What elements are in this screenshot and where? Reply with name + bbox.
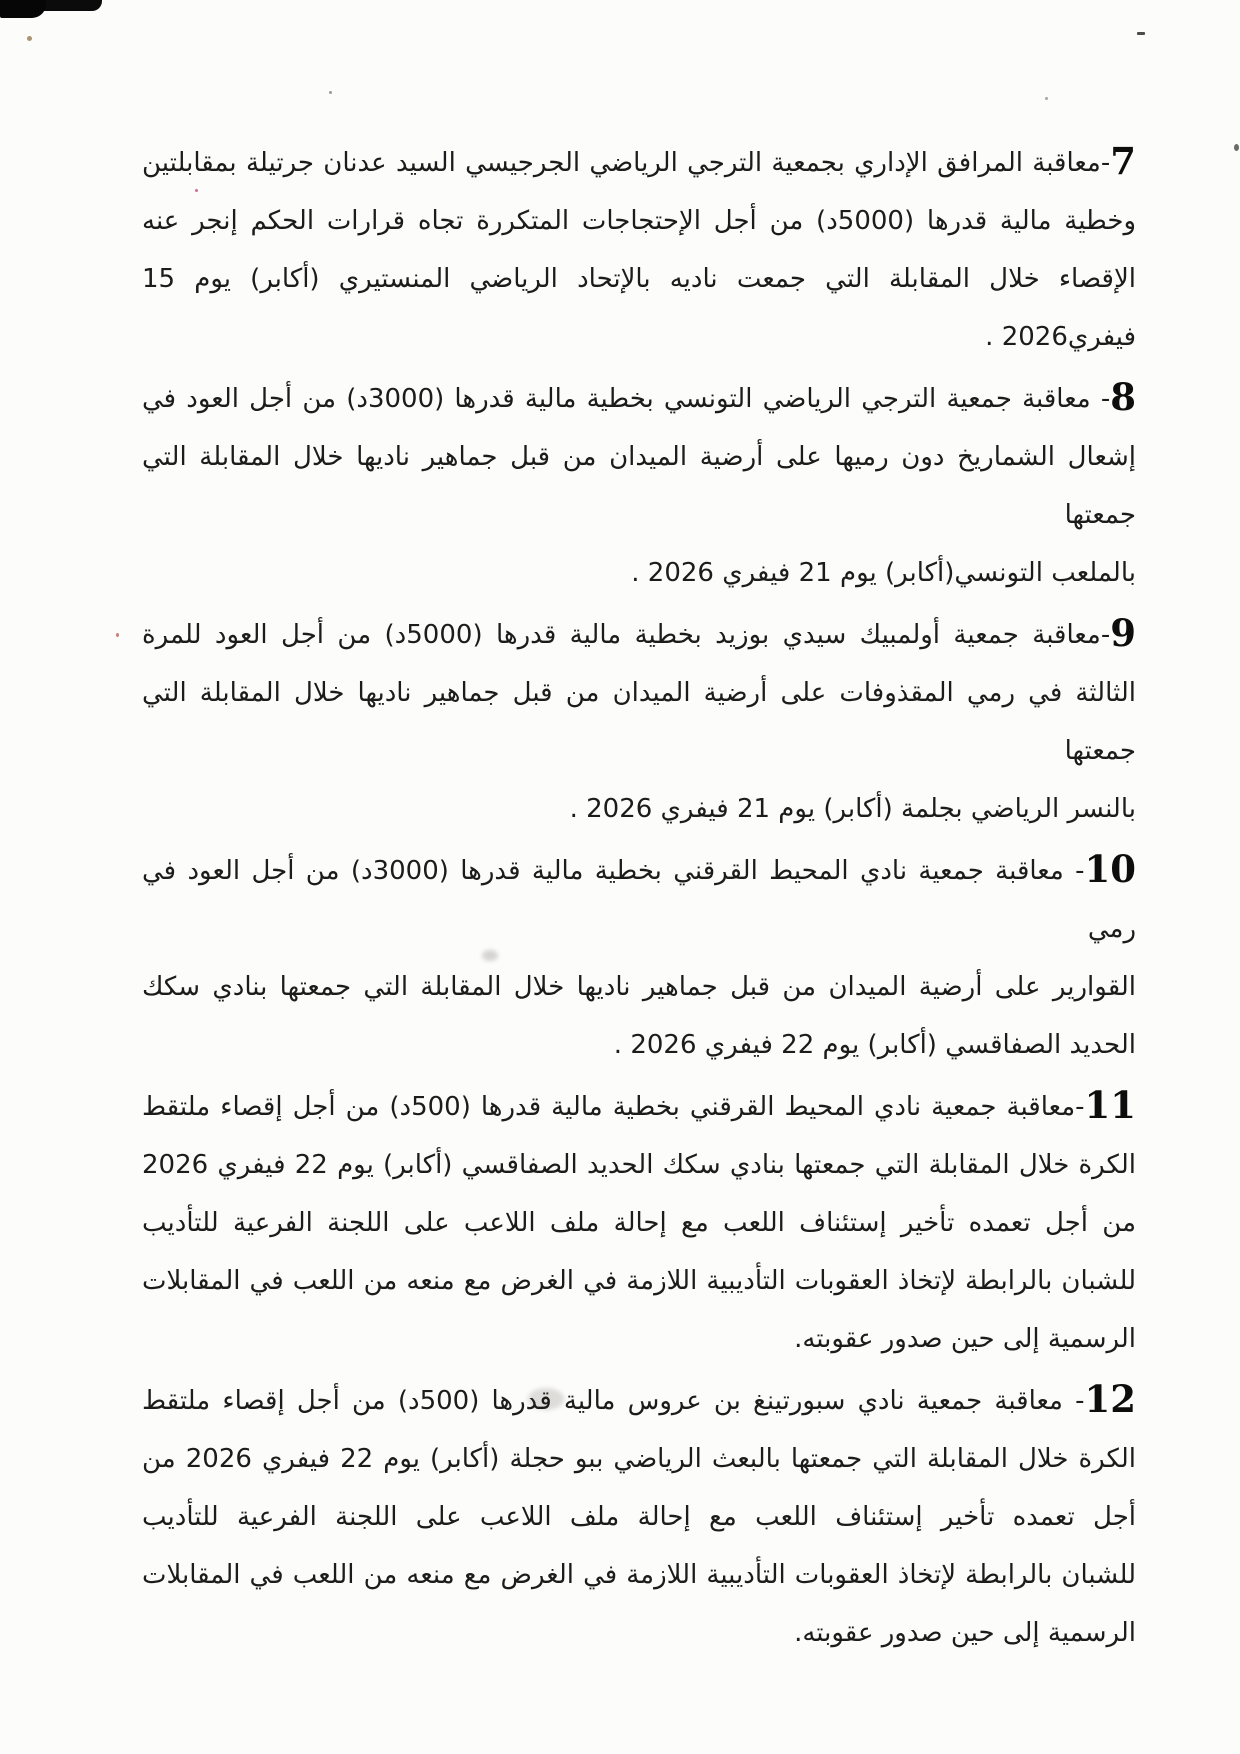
- scan-speck: [27, 36, 32, 41]
- text-line: [142, 1372, 1136, 1430]
- item-number: 10: [1084, 847, 1136, 891]
- text-line: [142, 134, 1136, 192]
- text-line: القوارير على أرضية الميدان من قبل جماهير ناديها خلال المقابلة التي جمعتها بنادي سكك: [142, 972, 1136, 1002]
- scan-speck: [1234, 144, 1239, 151]
- text-line: بالملعب التونسي(أكابر) يوم 21 فيفري 2026 .: [631, 558, 1136, 588]
- text-line: فيفري2026 .: [985, 322, 1136, 352]
- scan-speck: [1137, 32, 1145, 35]
- text-line: الرسمية إلى حين صدور عقوبته.: [794, 1618, 1136, 1648]
- text-line: الحديد الصفاقسي (أكابر) يوم 22 فيفري 2026 .: [613, 1030, 1136, 1060]
- text-line: الرسمية إلى حين صدور عقوبته.: [794, 1324, 1136, 1354]
- item-number: 9: [1110, 611, 1136, 655]
- text-line: للشبان بالرابطة لإتخاذ العقوبات التأديبية اللازمة في الغرض مع منعه من اللعب في المقابلات: [142, 1266, 1136, 1296]
- scan-corner-artifact: [0, 0, 46, 18]
- text-line: الإقصاء خلال المقابلة التي جمعت ناديه بالإتحاد الرياضي المنستيري (أكابر) يوم 15: [142, 264, 1136, 294]
- text-line: أجل تعمده تأخير إستئناف اللعب مع إحالة ملف اللاعب على اللجنة الفرعية للتأديب: [142, 1502, 1136, 1532]
- item-number: 12: [1084, 1377, 1137, 1421]
- sanction-item-11: [142, 1078, 1136, 1368]
- text-line: إشعال الشماريخ دون رميها على أرضية الميدان من قبل جماهير ناديها خلال المقابلة التي جمعتها: [142, 442, 1136, 530]
- sanction-item-7: [142, 134, 1136, 366]
- text-line: [142, 842, 1136, 958]
- line-text: - معاقبة جمعية نادي المحيط القرقني بخطية مالية قدرها (3000د) من أجل العود في رمي: [142, 856, 1136, 944]
- text-line: الكرة خلال المقابلة التي جمعتها بالبعث الرياضي ببو حجلة (أكابر) يوم 22 فيفري 2026 من: [142, 1444, 1137, 1474]
- text-line: [142, 370, 1136, 428]
- sanction-item-9: [142, 606, 1136, 838]
- scan-speck: [329, 91, 332, 94]
- text-line: [142, 606, 1136, 664]
- text-line: الكرة خلال المقابلة التي جمعتها بنادي سكك الحديد الصفاقسي (أكابر) يوم 22 فيفري 2026: [142, 1150, 1137, 1180]
- text-line: بالنسر الرياضي بجلمة (أكابر) يوم 21 فيفري 2026 .: [569, 794, 1136, 824]
- scan-speck: [1045, 97, 1048, 100]
- item-number: 7: [1110, 139, 1136, 183]
- line-text: -معاقبة المرافق الإداري بجمعية الترجي الرياضي الجرجيسي السيد عدنان جرتيلة بمقابلتين: [142, 148, 1111, 178]
- sanction-item-10: [142, 842, 1136, 1074]
- sanction-item-8: [142, 370, 1136, 602]
- line-text: -معاقبة جمعية أولمبيك سيدي بوزيد بخطية مالية قدرها (5000د) من أجل العود للمرة: [142, 620, 1111, 650]
- line-text: - معاقبة جمعية الترجي الرياضي التونسي بخطية مالية قدرها (3000د) من أجل العود في: [142, 384, 1111, 414]
- item-number: 11: [1084, 1083, 1137, 1127]
- scan-speck: [116, 633, 119, 637]
- line-text: -معاقبة جمعية نادي المحيط القرقني بخطية مالية قدرها (500د) من أجل إقصاء ملتقط: [142, 1092, 1085, 1122]
- text-line: للشبان بالرابطة لإتخاذ العقوبات التأديبية اللازمة في الغرض مع منعه من اللعب في المقابلات: [142, 1560, 1136, 1590]
- text-line: [142, 1078, 1136, 1136]
- item-number: 8: [1110, 375, 1136, 419]
- document-body: [142, 134, 1136, 1666]
- sanction-item-12: [142, 1372, 1136, 1662]
- text-line: من أجل تعمده تأخير إستئناف اللعب مع إحالة ملف اللاعب على اللجنة الفرعية للتأديب: [142, 1208, 1136, 1238]
- text-line: وخطية مالية قدرها (5000د) من أجل الإحتجاجات المتكررة تجاه قرارات الحكم إنجر عنه: [142, 206, 1137, 236]
- text-line: الثالثة في رمي المقذوفات على أرضية الميدان من قبل جماهير ناديها خلال المقابلة التي جمعتها: [142, 678, 1136, 766]
- line-text: - معاقبة جمعية نادي سبورتينغ بن عروس مالية قدرها (500د) من أجل إقصاء ملتقط: [142, 1386, 1085, 1416]
